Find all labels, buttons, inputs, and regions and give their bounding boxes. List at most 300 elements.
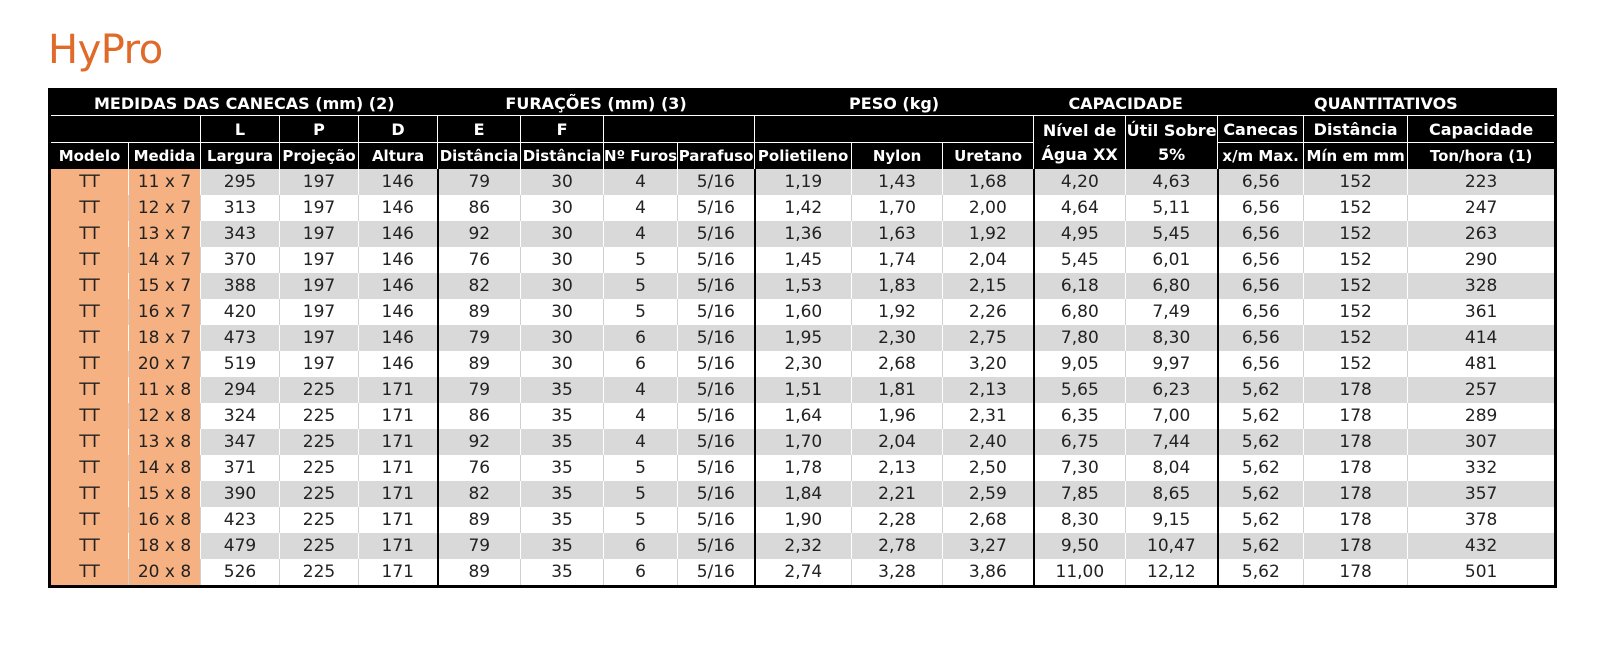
cell-parafuso: 5/16	[678, 273, 755, 299]
cell-modelo: TT	[50, 221, 129, 247]
cell-nivel-agua: 9,50	[1034, 533, 1126, 559]
cell-modelo: TT	[50, 403, 129, 429]
table-body	[50, 169, 1556, 587]
cell-altura: 146	[359, 169, 438, 195]
cell-parafuso: 5/16	[678, 221, 755, 247]
cell-altura: 146	[359, 221, 438, 247]
cell-largura: 526	[201, 559, 280, 587]
cell-distancia-e: 76	[438, 247, 521, 273]
cell-polietileno: 1,95	[755, 325, 852, 351]
cell-util-sobre: 9,97	[1126, 351, 1218, 377]
cell-parafuso: 5/16	[678, 325, 755, 351]
cell-uretano: 2,59	[943, 481, 1034, 507]
cell-projecao: 197	[280, 351, 359, 377]
cell-parafuso: 5/16	[678, 169, 755, 195]
cell-distancia-e: 89	[438, 559, 521, 587]
cell-distancia-f: 30	[521, 351, 604, 377]
cell-canecas-xm: 5,62	[1218, 559, 1304, 587]
cell-nylon: 1,70	[852, 195, 943, 221]
cell-altura: 171	[359, 507, 438, 533]
group-furacoes: FURAÇÕES (mm) (3)	[438, 90, 755, 116]
cell-polietileno: 2,30	[755, 351, 852, 377]
cell-canecas-xm: 6,56	[1218, 299, 1304, 325]
cell-distancia-e: 86	[438, 195, 521, 221]
table-row	[50, 455, 1556, 481]
cell-projecao: 197	[280, 247, 359, 273]
cell-capacidade-ton: 289	[1408, 403, 1556, 429]
cell-altura: 171	[359, 429, 438, 455]
cell-medida: 16 x 8	[129, 507, 201, 533]
cell-furos: 4	[604, 429, 678, 455]
letter-p: P	[280, 116, 359, 143]
cell-util-sobre: 6,01	[1126, 247, 1218, 273]
cell-projecao: 225	[280, 429, 359, 455]
cell-projecao: 225	[280, 533, 359, 559]
cell-distancia-min: 152	[1304, 195, 1408, 221]
cell-distancia-f: 30	[521, 169, 604, 195]
cell-polietileno: 1,70	[755, 429, 852, 455]
cell-largura: 371	[201, 455, 280, 481]
cell-distancia-f: 35	[521, 377, 604, 403]
col-furos: Nº Furos	[604, 143, 678, 170]
cell-polietileno: 1,78	[755, 455, 852, 481]
cell-medida: 13 x 8	[129, 429, 201, 455]
cell-distancia-min: 178	[1304, 533, 1408, 559]
col-distancia-e: Distância	[438, 143, 521, 170]
table-row	[50, 507, 1556, 533]
letter-l: L	[201, 116, 280, 143]
cell-util-sobre: 8,65	[1126, 481, 1218, 507]
cell-nylon: 2,30	[852, 325, 943, 351]
col-util-sobre-line2: 5%	[1158, 144, 1186, 164]
cell-distancia-f: 35	[521, 533, 604, 559]
table-row	[50, 247, 1556, 273]
cell-modelo: TT	[50, 325, 129, 351]
table-row	[50, 481, 1556, 507]
cell-modelo: TT	[50, 507, 129, 533]
cell-projecao: 225	[280, 377, 359, 403]
cell-altura: 171	[359, 533, 438, 559]
cell-nivel-agua: 8,30	[1034, 507, 1126, 533]
cell-largura: 420	[201, 299, 280, 325]
cell-canecas-xm: 6,56	[1218, 221, 1304, 247]
letter-e: E	[438, 116, 521, 143]
cell-medida: 14 x 8	[129, 455, 201, 481]
cell-uretano: 2,13	[943, 377, 1034, 403]
cell-util-sobre: 10,47	[1126, 533, 1218, 559]
col-distancia-q-line2: Mín em mm	[1304, 143, 1408, 170]
cell-distancia-min: 152	[1304, 247, 1408, 273]
cell-uretano: 2,68	[943, 507, 1034, 533]
cell-nylon: 1,81	[852, 377, 943, 403]
cell-distancia-e: 89	[438, 351, 521, 377]
bucket-spec-table	[48, 88, 1557, 588]
cell-medida: 14 x 7	[129, 247, 201, 273]
cell-util-sobre: 7,00	[1126, 403, 1218, 429]
cell-polietileno: 2,74	[755, 559, 852, 587]
cell-distancia-f: 35	[521, 429, 604, 455]
cell-uretano: 2,26	[943, 299, 1034, 325]
cell-canecas-xm: 5,62	[1218, 481, 1304, 507]
cell-altura: 146	[359, 247, 438, 273]
table-row	[50, 403, 1556, 429]
cell-distancia-e: 82	[438, 481, 521, 507]
cell-nylon: 2,04	[852, 429, 943, 455]
cell-nylon: 2,78	[852, 533, 943, 559]
group-quantitativos: QUANTITATIVOS	[1218, 90, 1556, 116]
cell-capacidade-ton: 357	[1408, 481, 1556, 507]
col-modelo: Modelo	[50, 143, 129, 170]
cell-distancia-min: 152	[1304, 273, 1408, 299]
cell-modelo: TT	[50, 455, 129, 481]
cell-capacidade-ton: 290	[1408, 247, 1556, 273]
cell-uretano: 2,15	[943, 273, 1034, 299]
cell-medida: 13 x 7	[129, 221, 201, 247]
cell-canecas-xm: 6,56	[1218, 351, 1304, 377]
cell-capacidade-ton: 257	[1408, 377, 1556, 403]
cell-largura: 390	[201, 481, 280, 507]
cell-largura: 370	[201, 247, 280, 273]
cell-distancia-f: 30	[521, 273, 604, 299]
cell-uretano: 1,92	[943, 221, 1034, 247]
cell-altura: 146	[359, 299, 438, 325]
cell-canecas-xm: 5,62	[1218, 429, 1304, 455]
cell-medida: 11 x 7	[129, 169, 201, 195]
cell-parafuso: 5/16	[678, 299, 755, 325]
cell-capacidade-ton: 361	[1408, 299, 1556, 325]
cell-nivel-agua: 6,18	[1034, 273, 1126, 299]
cell-parafuso: 5/16	[678, 195, 755, 221]
cell-distancia-f: 30	[521, 195, 604, 221]
cell-polietileno: 1,64	[755, 403, 852, 429]
cell-util-sobre: 5,45	[1126, 221, 1218, 247]
cell-largura: 294	[201, 377, 280, 403]
cell-modelo: TT	[50, 299, 129, 325]
cell-distancia-e: 86	[438, 403, 521, 429]
cell-furos: 5	[604, 299, 678, 325]
group-medidas: MEDIDAS DAS CANECAS (mm) (2)	[50, 90, 438, 116]
cell-nylon: 2,68	[852, 351, 943, 377]
cell-altura: 146	[359, 195, 438, 221]
cell-furos: 6	[604, 559, 678, 587]
cell-parafuso: 5/16	[678, 455, 755, 481]
cell-nivel-agua: 4,95	[1034, 221, 1126, 247]
cell-furos: 4	[604, 195, 678, 221]
cell-projecao: 225	[280, 507, 359, 533]
cell-furos: 6	[604, 533, 678, 559]
cell-nylon: 2,28	[852, 507, 943, 533]
cell-distancia-min: 152	[1304, 169, 1408, 195]
cell-furos: 4	[604, 221, 678, 247]
cell-medida: 18 x 8	[129, 533, 201, 559]
cell-util-sobre: 12,12	[1126, 559, 1218, 587]
cell-capacidade-ton: 481	[1408, 351, 1556, 377]
cell-distancia-e: 79	[438, 169, 521, 195]
cell-modelo: TT	[50, 195, 129, 221]
cell-capacidade-ton: 432	[1408, 533, 1556, 559]
blank-header-peso	[755, 116, 1034, 143]
cell-distancia-min: 178	[1304, 377, 1408, 403]
cell-furos: 5	[604, 273, 678, 299]
cell-distancia-e: 92	[438, 429, 521, 455]
cell-nivel-agua: 6,35	[1034, 403, 1126, 429]
col-canecas-line2: x/m Max.	[1218, 143, 1304, 170]
cell-largura: 347	[201, 429, 280, 455]
cell-canecas-xm: 5,62	[1218, 403, 1304, 429]
cell-nivel-agua: 7,80	[1034, 325, 1126, 351]
cell-medida: 20 x 8	[129, 559, 201, 587]
cell-parafuso: 5/16	[678, 507, 755, 533]
cell-nivel-agua: 7,85	[1034, 481, 1126, 507]
cell-capacidade-ton: 332	[1408, 455, 1556, 481]
cell-altura: 146	[359, 273, 438, 299]
cell-modelo: TT	[50, 169, 129, 195]
cell-canecas-xm: 6,56	[1218, 195, 1304, 221]
col-nivel-agua	[1034, 116, 1126, 170]
letter-d: D	[359, 116, 438, 143]
cell-altura: 171	[359, 559, 438, 587]
cell-canecas-xm: 6,56	[1218, 247, 1304, 273]
cell-nylon: 1,83	[852, 273, 943, 299]
cell-distancia-e: 82	[438, 273, 521, 299]
cell-nivel-agua: 7,30	[1034, 455, 1126, 481]
cell-largura: 473	[201, 325, 280, 351]
cell-distancia-e: 79	[438, 325, 521, 351]
cell-largura: 519	[201, 351, 280, 377]
cell-medida: 15 x 7	[129, 273, 201, 299]
cell-altura: 146	[359, 351, 438, 377]
cell-furos: 5	[604, 507, 678, 533]
cell-distancia-f: 35	[521, 481, 604, 507]
col-nivel-agua-line2: Água XX	[1041, 144, 1118, 164]
col-capacidade-line2: Ton/hora (1)	[1408, 143, 1556, 170]
cell-projecao: 197	[280, 169, 359, 195]
col-distancia-f: Distância	[521, 143, 604, 170]
cell-distancia-min: 152	[1304, 221, 1408, 247]
cell-modelo: TT	[50, 351, 129, 377]
cell-capacidade-ton: 263	[1408, 221, 1556, 247]
cell-furos: 5	[604, 481, 678, 507]
cell-distancia-min: 178	[1304, 559, 1408, 587]
cell-nivel-agua: 6,75	[1034, 429, 1126, 455]
cell-largura: 343	[201, 221, 280, 247]
letter-header-row	[50, 116, 1556, 143]
col-uretano: Uretano	[943, 143, 1034, 170]
cell-nylon: 3,28	[852, 559, 943, 587]
cell-parafuso: 5/16	[678, 377, 755, 403]
cell-altura: 171	[359, 455, 438, 481]
cell-distancia-e: 76	[438, 455, 521, 481]
cell-furos: 4	[604, 377, 678, 403]
cell-distancia-min: 152	[1304, 325, 1408, 351]
cell-altura: 146	[359, 325, 438, 351]
col-polietileno: Polietileno	[755, 143, 852, 170]
cell-util-sobre: 6,80	[1126, 273, 1218, 299]
table-row	[50, 221, 1556, 247]
col-util-sobre-line1: Útil Sobre	[1126, 120, 1217, 140]
cell-modelo: TT	[50, 559, 129, 587]
cell-furos: 4	[604, 403, 678, 429]
col-parafuso: Parafuso	[678, 143, 755, 170]
cell-nylon: 1,92	[852, 299, 943, 325]
cell-nivel-agua: 5,45	[1034, 247, 1126, 273]
cell-modelo: TT	[50, 273, 129, 299]
cell-polietileno: 1,19	[755, 169, 852, 195]
table-row	[50, 169, 1556, 195]
cell-polietileno: 1,90	[755, 507, 852, 533]
cell-nylon: 1,74	[852, 247, 943, 273]
cell-projecao: 197	[280, 221, 359, 247]
cell-distancia-min: 178	[1304, 507, 1408, 533]
cell-distancia-f: 30	[521, 247, 604, 273]
cell-distancia-e: 89	[438, 507, 521, 533]
table-row	[50, 299, 1556, 325]
column-header-row	[50, 143, 1556, 170]
cell-modelo: TT	[50, 481, 129, 507]
cell-distancia-min: 178	[1304, 429, 1408, 455]
cell-capacidade-ton: 414	[1408, 325, 1556, 351]
cell-canecas-xm: 6,56	[1218, 273, 1304, 299]
cell-largura: 388	[201, 273, 280, 299]
page-title: HyPro	[48, 27, 163, 73]
cell-nivel-agua: 4,20	[1034, 169, 1126, 195]
cell-furos: 6	[604, 351, 678, 377]
cell-distancia-f: 35	[521, 507, 604, 533]
cell-capacidade-ton: 378	[1408, 507, 1556, 533]
cell-canecas-xm: 5,62	[1218, 455, 1304, 481]
cell-uretano: 2,04	[943, 247, 1034, 273]
cell-uretano: 3,27	[943, 533, 1034, 559]
cell-altura: 171	[359, 481, 438, 507]
cell-modelo: TT	[50, 247, 129, 273]
cell-modelo: TT	[50, 533, 129, 559]
cell-distancia-f: 35	[521, 455, 604, 481]
cell-largura: 423	[201, 507, 280, 533]
cell-furos: 4	[604, 169, 678, 195]
col-largura: Largura	[201, 143, 280, 170]
cell-distancia-e: 79	[438, 377, 521, 403]
blank-header-furos	[604, 116, 755, 143]
cell-medida: 11 x 8	[129, 377, 201, 403]
cell-uretano: 2,75	[943, 325, 1034, 351]
cell-projecao: 225	[280, 403, 359, 429]
cell-util-sobre: 7,49	[1126, 299, 1218, 325]
cell-projecao: 225	[280, 455, 359, 481]
cell-distancia-min: 152	[1304, 351, 1408, 377]
cell-parafuso: 5/16	[678, 481, 755, 507]
cell-medida: 12 x 8	[129, 403, 201, 429]
table-row	[50, 533, 1556, 559]
cell-uretano: 3,86	[943, 559, 1034, 587]
cell-distancia-f: 30	[521, 221, 604, 247]
cell-polietileno: 1,51	[755, 377, 852, 403]
cell-distancia-e: 89	[438, 299, 521, 325]
cell-capacidade-ton: 501	[1408, 559, 1556, 587]
cell-nylon: 2,13	[852, 455, 943, 481]
cell-polietileno: 1,53	[755, 273, 852, 299]
cell-altura: 171	[359, 403, 438, 429]
cell-distancia-f: 30	[521, 299, 604, 325]
cell-distancia-f: 35	[521, 559, 604, 587]
cell-furos: 6	[604, 325, 678, 351]
cell-medida: 15 x 8	[129, 481, 201, 507]
cell-medida: 16 x 7	[129, 299, 201, 325]
cell-nivel-agua: 9,05	[1034, 351, 1126, 377]
cell-furos: 5	[604, 455, 678, 481]
group-header-row	[50, 90, 1556, 116]
cell-medida: 18 x 7	[129, 325, 201, 351]
cell-polietileno: 1,60	[755, 299, 852, 325]
cell-nylon: 1,63	[852, 221, 943, 247]
cell-largura: 479	[201, 533, 280, 559]
cell-util-sobre: 4,63	[1126, 169, 1218, 195]
cell-parafuso: 5/16	[678, 559, 755, 587]
cell-uretano: 3,20	[943, 351, 1034, 377]
col-canecas-line1: Canecas	[1218, 116, 1304, 143]
cell-largura: 313	[201, 195, 280, 221]
cell-nylon: 2,21	[852, 481, 943, 507]
cell-nivel-agua: 5,65	[1034, 377, 1126, 403]
col-capacidade-line1: Capacidade	[1408, 116, 1556, 143]
cell-capacidade-ton: 307	[1408, 429, 1556, 455]
letter-f: F	[521, 116, 604, 143]
cell-modelo: TT	[50, 429, 129, 455]
cell-uretano: 2,31	[943, 403, 1034, 429]
cell-util-sobre: 8,30	[1126, 325, 1218, 351]
cell-polietileno: 1,84	[755, 481, 852, 507]
cell-nylon: 1,96	[852, 403, 943, 429]
cell-projecao: 197	[280, 273, 359, 299]
cell-distancia-e: 79	[438, 533, 521, 559]
table-row	[50, 273, 1556, 299]
cell-canecas-xm: 5,62	[1218, 507, 1304, 533]
cell-uretano: 2,00	[943, 195, 1034, 221]
cell-distancia-min: 178	[1304, 403, 1408, 429]
cell-distancia-min: 178	[1304, 481, 1408, 507]
cell-canecas-xm: 5,62	[1218, 533, 1304, 559]
cell-parafuso: 5/16	[678, 403, 755, 429]
cell-parafuso: 5/16	[678, 429, 755, 455]
table-row	[50, 325, 1556, 351]
cell-nivel-agua: 4,64	[1034, 195, 1126, 221]
group-capacidade: CAPACIDADE	[1034, 90, 1218, 116]
cell-uretano: 2,40	[943, 429, 1034, 455]
cell-nivel-agua: 6,80	[1034, 299, 1126, 325]
cell-projecao: 197	[280, 299, 359, 325]
cell-polietileno: 1,42	[755, 195, 852, 221]
cell-projecao: 225	[280, 481, 359, 507]
col-nivel-agua-line1: Nível de	[1042, 120, 1117, 140]
cell-distancia-min: 178	[1304, 455, 1408, 481]
cell-util-sobre: 7,44	[1126, 429, 1218, 455]
cell-largura: 295	[201, 169, 280, 195]
table-row	[50, 559, 1556, 587]
cell-distancia-f: 30	[521, 325, 604, 351]
cell-nylon: 1,43	[852, 169, 943, 195]
cell-util-sobre: 9,15	[1126, 507, 1218, 533]
cell-largura: 324	[201, 403, 280, 429]
cell-polietileno: 2,32	[755, 533, 852, 559]
cell-parafuso: 5/16	[678, 351, 755, 377]
cell-util-sobre: 6,23	[1126, 377, 1218, 403]
cell-canecas-xm: 6,56	[1218, 169, 1304, 195]
cell-uretano: 1,68	[943, 169, 1034, 195]
table-row	[50, 377, 1556, 403]
col-medida: Medida	[129, 143, 201, 170]
col-distancia-q-line1: Distância	[1304, 116, 1408, 143]
cell-util-sobre: 5,11	[1126, 195, 1218, 221]
cell-capacidade-ton: 223	[1408, 169, 1556, 195]
